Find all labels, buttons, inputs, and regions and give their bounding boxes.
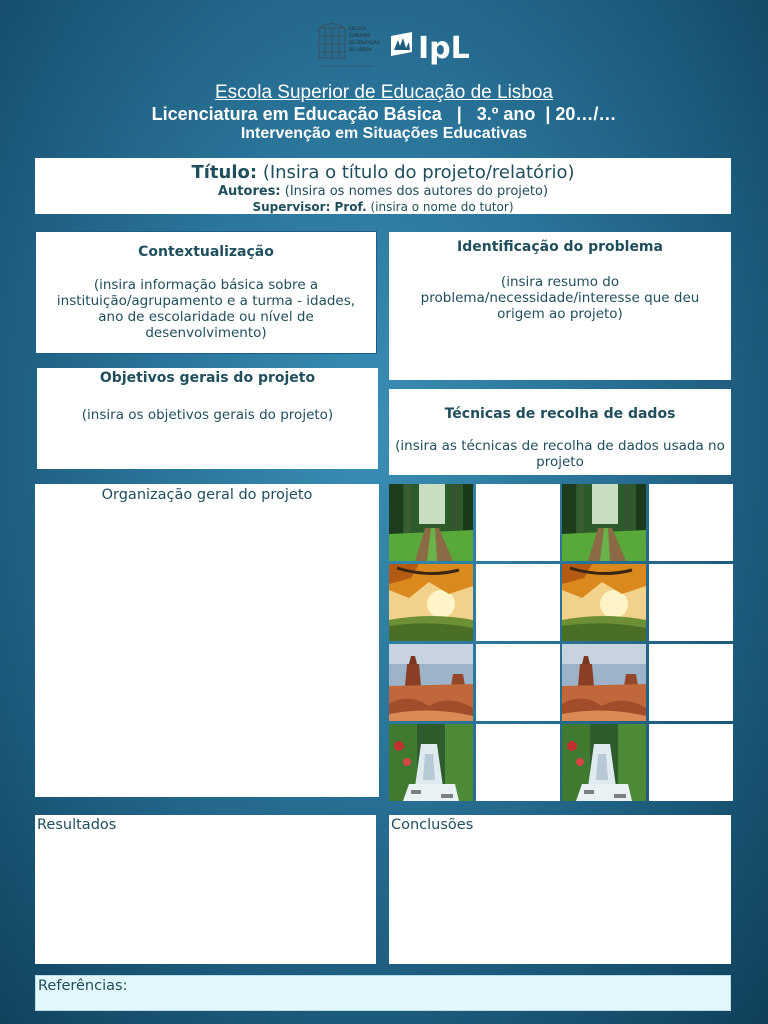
problem-body: (insira resumo do problema/necessidade/interesse que deu origem ao projeto) — [420, 274, 700, 322]
objectives-title: Objetivos gerais do projeto — [99, 370, 316, 386]
techniques-title: Técnicas de recolha de dados — [444, 406, 676, 422]
organization-box[interactable] — [35, 484, 379, 797]
blank-photo-cell[interactable] — [476, 484, 560, 561]
authors-line — [35, 184, 731, 200]
forest-path-photo — [389, 484, 473, 561]
autumn-tree-photo — [562, 564, 646, 641]
ese-logo — [316, 22, 380, 74]
blank-photo-cell[interactable] — [649, 724, 733, 801]
autumn-tree-photo — [389, 564, 473, 641]
desert-rock-photo — [562, 644, 646, 721]
blank-photo-cell[interactable] — [649, 564, 733, 641]
degree-line: Licenciatura em Educação Básica | 3.º ano | 20…/… — [151, 104, 617, 124]
objectives-box[interactable] — [37, 368, 378, 469]
blank-photo-cell[interactable] — [476, 564, 560, 641]
svg-text:SUPERIOR: SUPERIOR — [349, 33, 371, 38]
conclusions-title: Conclusões — [391, 817, 474, 833]
svg-text:ESCOLA: ESCOLA — [349, 26, 366, 31]
blank-photo-cell[interactable] — [649, 644, 733, 721]
title-box[interactable] — [35, 158, 731, 214]
desert-rock-photo — [389, 644, 473, 721]
blank-photo-cell[interactable] — [476, 724, 560, 801]
supervisor-label: Supervisor: Prof. — [252, 200, 367, 214]
svg-text:DE EDUCAÇÃO: DE EDUCAÇÃO — [349, 40, 380, 45]
authors-label: Autores: — [217, 184, 281, 199]
objectives-body: (insira os objetivos gerais do projeto) — [81, 407, 334, 423]
school-name: Escola Superior de Educação de Lisboa — [214, 82, 553, 103]
title-line — [35, 162, 731, 184]
supervisor-placeholder: (insira o nome do tutor) — [366, 200, 514, 214]
authors-placeholder: (Insira os nomes dos autores do projeto) — [280, 184, 549, 199]
svg-text:DE LISBOA: DE LISBOA — [349, 47, 372, 52]
waterfall-photo — [389, 724, 473, 801]
references-box[interactable] — [35, 975, 731, 1011]
organization-title: Organização geral do projeto — [101, 487, 313, 503]
supervisor-line — [35, 200, 731, 214]
problem-title: Identificação do problema — [457, 239, 663, 255]
blank-photo-cell[interactable] — [476, 644, 560, 721]
waterfall-photo — [562, 724, 646, 801]
techniques-box[interactable] — [389, 389, 731, 475]
results-title: Resultados — [37, 817, 117, 833]
context-title: Contextualização — [138, 244, 274, 260]
title-placeholder: (Insira o título do projeto/relatório) — [257, 162, 575, 183]
references-title: Referências: — [38, 978, 128, 994]
context-box[interactable] — [35, 231, 377, 354]
title-label: Título: — [191, 162, 258, 183]
blank-photo-cell[interactable] — [649, 484, 733, 561]
forest-path-photo — [562, 484, 646, 561]
context-body: (insira informação básica sobre a instituição/agrupamento e a turma - idades, ano de escolaridade ou nível de desenvolvimento) — [56, 277, 356, 341]
conclusions-box[interactable] — [389, 815, 731, 964]
techniques-body: (insira as técnicas de recolha de dados usada no projeto — [395, 438, 725, 470]
ipl-logo-text: IpL — [418, 31, 470, 66]
ipl-logo — [390, 28, 472, 68]
course-unit: Intervenção em Situações Educativas — [240, 125, 528, 142]
results-box[interactable] — [35, 815, 376, 964]
problem-box[interactable] — [389, 232, 731, 380]
